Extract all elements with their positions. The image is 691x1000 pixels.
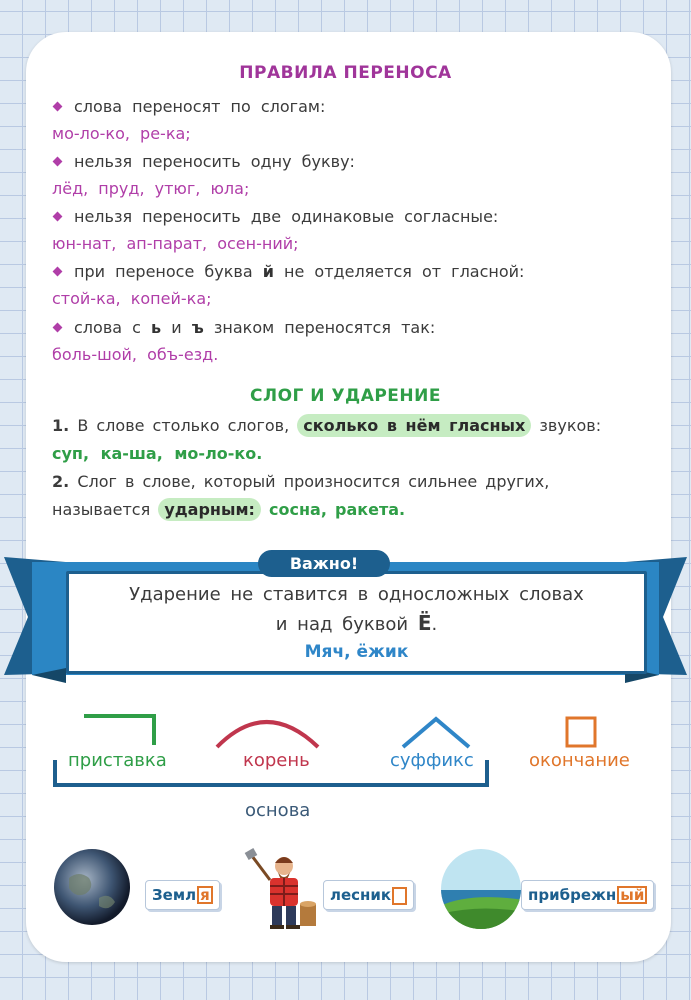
- rule-letter: ъ: [191, 318, 204, 337]
- paragraph-number: 1.: [52, 416, 70, 435]
- paragraph-text: называется: [52, 500, 151, 519]
- ending-box-icon: [567, 718, 595, 746]
- word-card-lesnik: [323, 880, 414, 910]
- stress-example: ракета.: [335, 500, 406, 519]
- rule-letter: ь: [151, 318, 162, 337]
- highlight-phrase: сколько в нём гласных: [297, 414, 531, 437]
- word-ending: я: [197, 886, 213, 904]
- section-title-hyphenation: ПРАВИЛА ПЕРЕНОСА: [239, 63, 452, 83]
- stress-example: сосна,: [269, 500, 327, 519]
- important-panel: [66, 571, 647, 674]
- rule-text: и: [171, 318, 182, 337]
- prefix-label: приставка: [68, 750, 167, 771]
- rule-letter: й: [262, 262, 274, 281]
- rule-example: юн-нат, ап-парат, осен-ний;: [52, 234, 299, 253]
- diamond-bullet-icon: [53, 323, 63, 333]
- rule-item: [52, 93, 325, 147]
- paragraph-text: звуков:: [539, 416, 602, 435]
- paragraph-examples: суп, ка-ша, мо-ло-ко.: [52, 444, 263, 463]
- word-stem: прибрежн: [528, 886, 617, 904]
- diamond-bullet-icon: [53, 212, 63, 222]
- paragraph-text: В слове столько слогов,: [77, 416, 290, 435]
- rule-item: [52, 148, 355, 202]
- rule-item: [52, 314, 435, 368]
- word-stem: лесник: [330, 886, 392, 904]
- coast-landscape-icon: [440, 848, 524, 932]
- word-card-zemlya: [145, 880, 220, 910]
- word-card-pribrezhny: [521, 880, 654, 910]
- root-arc-icon: [217, 722, 318, 747]
- rule-text: слова с: [74, 318, 141, 337]
- diamond-bullet-icon: [53, 267, 63, 277]
- paragraph-text: Слог в слове, который произносится сильнее других,: [77, 472, 550, 491]
- paragraph-number: 2.: [52, 472, 70, 491]
- rule-text: слова переносят по слогам:: [74, 97, 326, 116]
- rule-example: лёд, пруд, утюг, юла;: [52, 179, 250, 198]
- prefix-mark-icon: [84, 716, 154, 745]
- paragraph-1: [52, 412, 662, 468]
- important-letter: Ё: [417, 611, 432, 635]
- rule-text: нельзя переносить одну букву:: [74, 152, 355, 171]
- rule-text: при переносе буква: [74, 262, 253, 281]
- word-ending: [392, 887, 407, 905]
- rule-item: [52, 258, 524, 312]
- important-line-1: Ударение не ставится в односложных словах: [129, 584, 584, 605]
- rule-text: знаком переносятся так:: [213, 318, 436, 337]
- important-tag: Важно!: [258, 550, 390, 577]
- word-ending: ый: [617, 886, 647, 904]
- stem-label: основа: [245, 800, 311, 821]
- diamond-bullet-icon: [53, 157, 63, 167]
- highlight-phrase: ударным:: [158, 498, 261, 521]
- rule-example: мо-ло-ко, ре-ка;: [52, 124, 191, 143]
- suffix-mark-icon: [403, 719, 469, 747]
- forester-lumberjack-icon: [232, 846, 327, 930]
- root-label: корень: [243, 750, 310, 771]
- rule-text: не отделяется от гласной:: [284, 262, 525, 281]
- rule-item: [52, 203, 498, 257]
- word-stem: Земл: [152, 886, 197, 904]
- rule-example: стой-ка, копей-ка;: [52, 289, 212, 308]
- important-punct: .: [431, 614, 438, 635]
- paragraph-2: [52, 468, 662, 524]
- rule-example: боль-шой, объ-езд.: [52, 345, 219, 364]
- earth-planet-icon: [44, 848, 144, 928]
- section-title-syllable: СЛОГ И УДАРЕНИЕ: [250, 386, 441, 406]
- important-line-2: и над буквой: [275, 614, 409, 635]
- important-examples: Мяч, ёжик: [304, 642, 409, 662]
- suffix-label: суффикс: [390, 750, 474, 771]
- diamond-bullet-icon: [53, 102, 63, 112]
- ending-label: окончание: [529, 750, 630, 771]
- rule-text: нельзя переносить две одинаковые согласные:: [74, 207, 499, 226]
